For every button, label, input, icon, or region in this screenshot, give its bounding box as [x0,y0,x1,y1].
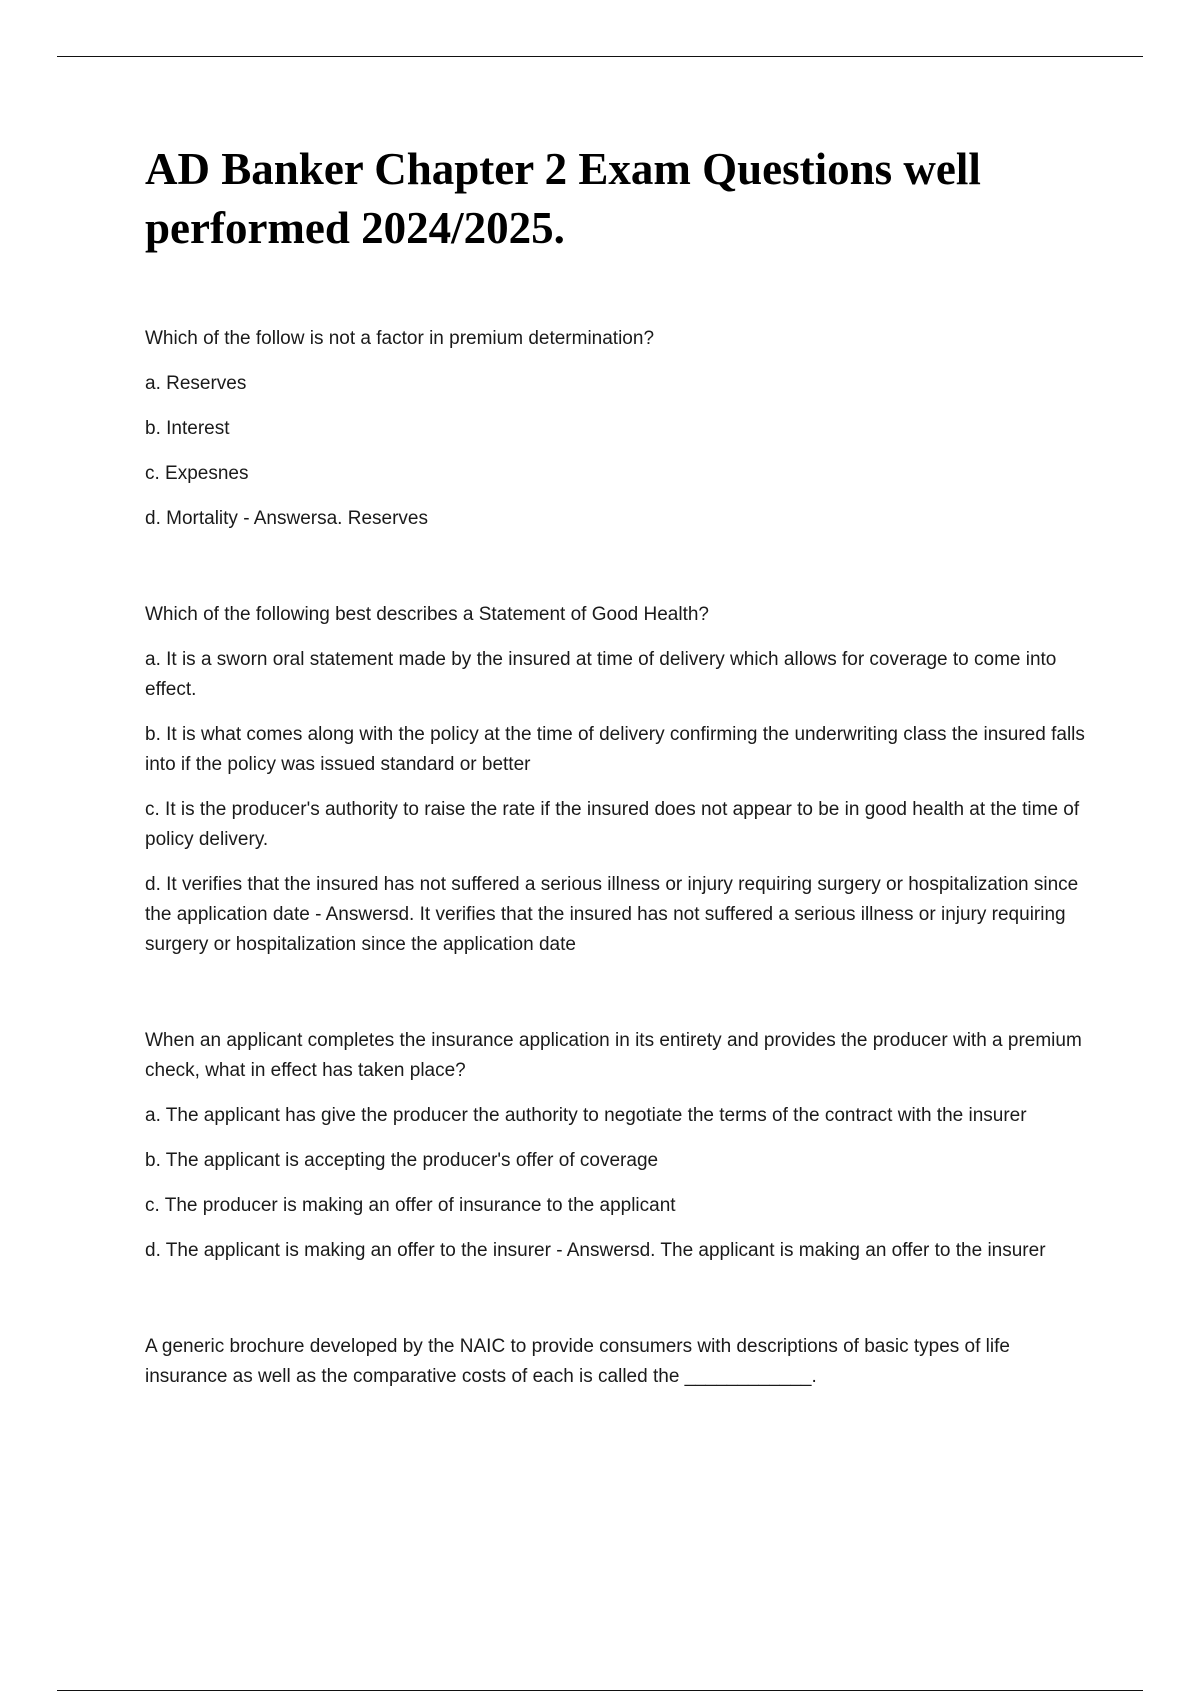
answer-option: a. The applicant has give the producer the authority to negotiate the terms of the contract with the insurer [145,1105,1027,1126]
answer-option: d. It verifies that the insured has not suffered a serious illness or injury requiring surgery or hospitalization since the application date - Answersd. It verifies that the insured has not suffered a serious illness or injury requiring surgery or hospitalization since the application date [145,874,1079,955]
question-text: Which of the follow is not a factor in premium determination? [145,328,655,349]
question-text: Which of the following best describes a Statement of Good Health? [145,604,709,625]
answer-option: c. It is the producer's authority to raise the rate if the insured does not appear to be in good health at the time of policy delivery. [145,799,1080,850]
header-rule [57,56,1143,57]
question-1 [145,324,1085,534]
answer-option: a. Reserves [145,373,247,394]
answer-option: a. It is a sworn oral statement made by the insured at time of delivery which allows for coverage to come into effect. [145,649,1057,700]
question-3 [145,1026,1085,1266]
answer-option: b. Interest [145,418,230,439]
answer-option: c. Expesnes [145,463,249,484]
question-4 [145,1332,1085,1392]
document-body [145,140,1085,1458]
answer-option: d. The applicant is making an offer to the insurer - Answersd. The applicant is making an offer to the insurer [145,1240,1046,1261]
answer-option: b. It is what comes along with the policy at the time of delivery confirming the underwriting class the insured falls into if the policy was issued standard or better [145,724,1085,775]
answer-option: b. The applicant is accepting the producer's offer of coverage [145,1150,659,1171]
footer-rule [57,1690,1143,1691]
answer-option: c. The producer is making an offer of insurance to the applicant [145,1195,676,1216]
answer-option: d. Mortality - Answersa. Reserves [145,508,428,529]
document-title: AD Banker Chapter 2 Exam Questions well performed 2024/2025. [145,144,981,253]
question-text: When an applicant completes the insurance application in its entirety and provides the producer with a premium check, what in effect has taken place? [145,1030,1082,1081]
question-2 [145,600,1085,960]
question-text: A generic brochure developed by the NAIC to provide consumers with descriptions of basic types of life insurance as well as the comparative costs of each is called the ____________. [145,1336,1010,1387]
